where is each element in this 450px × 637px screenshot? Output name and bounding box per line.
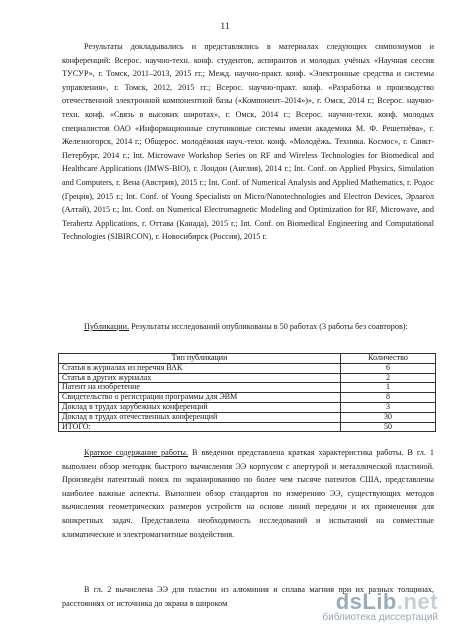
table-row bbox=[59, 363, 436, 373]
table-row-total bbox=[59, 422, 436, 432]
watermark-logo-tld: .net bbox=[396, 589, 438, 614]
table-cell-count: 1 bbox=[341, 383, 436, 393]
summary-label: Краткое содержание работы. bbox=[84, 448, 188, 457]
table-cell-type: Статья в журналах из перечня ВАК bbox=[59, 363, 341, 373]
watermark-logo-main: dsLib bbox=[335, 589, 397, 614]
page-number: 11 bbox=[220, 22, 230, 32]
publications-label: Публикации. bbox=[84, 322, 130, 331]
table-cell-count: 6 bbox=[341, 363, 436, 373]
table-header-count: Количество bbox=[341, 354, 436, 364]
paragraph-summary bbox=[62, 446, 434, 541]
table-cell-type: Доклад в трудах отечественных конференций bbox=[59, 412, 341, 422]
table-header-row bbox=[59, 354, 436, 364]
table-row bbox=[59, 402, 436, 412]
publications-table bbox=[58, 353, 436, 432]
table-header-type: Тип публикации bbox=[59, 354, 341, 364]
table-cell-type: Доклад в трудах зарубежных конференций bbox=[59, 402, 341, 412]
watermark-subtitle: библиотека диссертаций bbox=[322, 612, 438, 623]
table-cell-count: 3 bbox=[341, 402, 436, 412]
table-row bbox=[59, 412, 436, 422]
table-row bbox=[59, 393, 436, 403]
paragraph-publications bbox=[62, 320, 434, 334]
table-cell-count: 50 bbox=[341, 422, 436, 432]
table-cell-count: 2 bbox=[341, 373, 436, 383]
watermark bbox=[322, 589, 438, 623]
paragraph-conferences-text: Результаты докладывались и представлялись в материалах следующих симпозиумов и конференций: Всерос. научно-техн. конф. студентов, аспирантов и молодых учёных «Научная сессия ТУСУР», г. Томск, 2011–2013, 2015 гг.; Межд. научно-практ. конф. «Электронные средства и системы управления», г. Томск, 2012, 2015 гг.; Всерос. научно-практ. конф. «Разработка и производство отечественной электронной компонентной базы («Компонент–2014»)», г. Омск, 2014 г.; Всерос. научно-техн. конф. «Связь в высоких широтах», г. Омск, 2014 г.; Всерос. научно-техн. конф. молодых специалистов ОАО «Информационные спутниковые системы имени академика М. Ф. Решетнёва», г. Железногорск, 2014 г.; Общерос. молодёжная науч.-техн. конф. «Молодёжь. Техника. Космос», г. Санкт-Петербург, 2014 г.; Int. Microwave Workshop Series on RF and Wireless Technologies for Biomedical and Healthcare Applications (IMWS-BIO), г. Лондон (Англия), 2014 г.; Int. Conf. on Applied Physics, Simulation and Computers, г. Вена (Австрия), 2015 г.; Int. Conf. of Numerical Analysis and Applied Mathematics, г. Родос (Греция), 2015 г.; Int. Conf. of Young Specialists on Micro/Nanotechnologies and Electron Devices, Эрлагол (Алтай), 2015 г.; Int. Conf. on Numerical Electromagnetic Modeling and Optimization for RF, Microwave, and Terahertz Applications, г. Оттава (Канада), 2015 г.; Int. Conf. on Biomedical Engineering and Computational Technologies (SIBIRCON), г. Новосибирск (Россия), 2015 г. bbox=[62, 42, 434, 242]
table-cell-count: 30 bbox=[341, 412, 436, 422]
summary-text: В введении представлена краткая характеристика работы. В гл. 1 выполнен обзор методик быстрого вычисления ЭЭ корпусом с апертурой и металлической пластиной. Произведён патентный поиск по экранированию по более чем тысяче патентов США, представлены наиболее важные аспекты. Выполнен обзор стандартов по измерению ЭЭ, существующих методов вычисления геометрических размеров устройств на основе линий передачи и их применения для конкретных задач. Представлена необходимость исследований и испытаний на совместные климатические и электромагнитные воздействия. bbox=[62, 448, 435, 539]
publications-text: Результаты исследований опубликованы в 50 работах (3 работы без соавторов): bbox=[129, 322, 408, 331]
table-cell-count: 8 bbox=[341, 393, 436, 403]
table-cell-type: Статья в других журналах bbox=[59, 373, 341, 383]
paragraph-conferences bbox=[62, 40, 434, 244]
table-cell-type: Свидетельство о регистрации программы для ЭВМ bbox=[59, 393, 341, 403]
paragraph-chapter2-text: В гл. 2 вычислена ЭЭ для пластин из алюминия и сплава магния при их разных толщинах, расстояниях от источника до экрана в широком bbox=[62, 585, 434, 608]
table-cell-type: Патент на изобретение bbox=[59, 383, 341, 393]
table-cell-type: ИТОГО: bbox=[59, 422, 341, 432]
